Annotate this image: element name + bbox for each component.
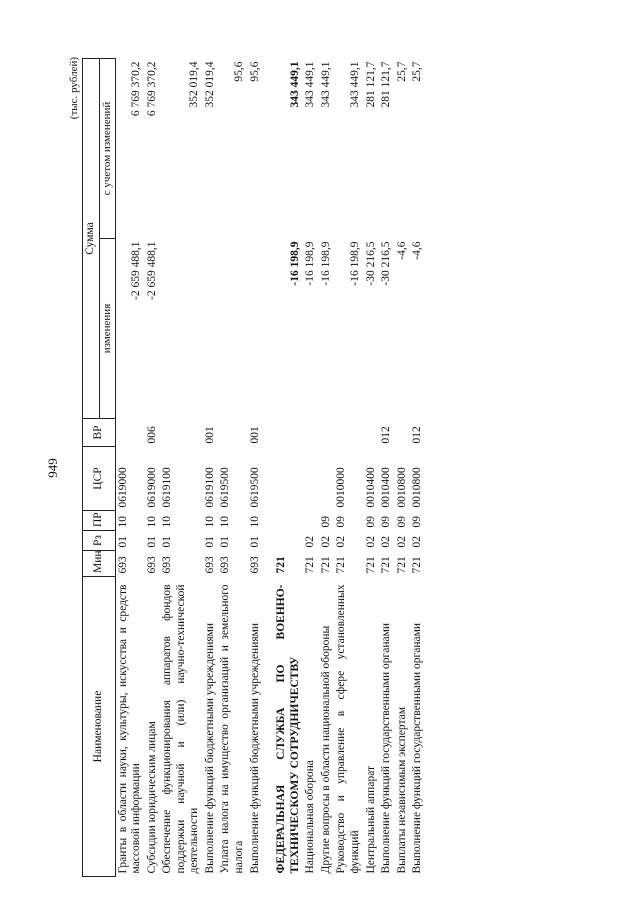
table-row (160, 58, 203, 876)
row-rz: 01 (145, 536, 158, 548)
row-min: 721 (380, 556, 393, 574)
header-pr: ПР (83, 511, 116, 531)
row-name: Субсидии юридическим лицам (145, 721, 158, 874)
row-total: 343 449,1 (304, 61, 317, 108)
row-total: 281 121,7 (364, 61, 377, 108)
row-vr: 012 (380, 426, 393, 444)
row-change (248, 239, 264, 419)
row-total: 352 019,4 (203, 61, 216, 108)
row-csr: 0619100 (161, 467, 174, 508)
header-min: Мин (83, 551, 116, 577)
row-rz: 02 (411, 536, 424, 548)
row-total: 343 449,1 (319, 61, 332, 108)
table-row (145, 58, 161, 876)
row-vr: 001 (203, 426, 216, 444)
row-vr (334, 419, 363, 447)
row-csr: 0010400 (364, 467, 377, 508)
row-rz: 01 (116, 536, 129, 548)
row-vr (303, 419, 319, 447)
table-row (319, 58, 335, 876)
table-row (410, 58, 426, 876)
row-rz: 02 (304, 536, 317, 548)
table-row (218, 58, 247, 876)
row-rz: 01 (248, 536, 261, 548)
row-pr: 10 (248, 516, 261, 528)
row-csr: 0619500 (219, 467, 232, 508)
row-total: 281 121,7 (380, 61, 393, 108)
row-pr: 09 (364, 516, 377, 528)
row-name: Центральный аппарат (364, 765, 377, 874)
row-change: -4,6 (395, 241, 408, 260)
row-csr: 0619000 (116, 467, 129, 508)
table-row (115, 58, 145, 876)
row-name: Выполнение функций государственными органами (411, 622, 424, 874)
row-pr (303, 511, 319, 531)
header-sum: Сумма (83, 58, 100, 418)
table-row (379, 58, 395, 876)
row-change: -16 198,9 (319, 241, 332, 286)
header-total: с учетом изменений (99, 58, 115, 238)
row-csr: 0010400 (380, 467, 393, 508)
row-vr: 001 (248, 426, 261, 444)
rotated-page (62, 53, 602, 883)
row-total: 25,7 (411, 61, 424, 82)
header-name: Наименование (83, 577, 116, 877)
row-rz: 01 (161, 536, 174, 548)
row-change: -16 198,9 (348, 241, 361, 286)
row-change: -30 216,5 (380, 241, 393, 286)
table-header (83, 58, 116, 876)
row-rz: 02 (380, 536, 393, 548)
row-csr: 0010800 (395, 467, 408, 508)
row-min: 721 (395, 556, 408, 574)
row-rz: 02 (335, 536, 348, 548)
row-change: -2 659 488,1 (130, 241, 143, 300)
row-min: 721 (411, 556, 424, 574)
table-row (303, 58, 319, 876)
header-change: изменения (99, 239, 115, 419)
row-vr: 006 (145, 426, 158, 444)
row-pr: 10 (219, 516, 232, 528)
row-csr (263, 447, 303, 511)
row-total: 25,7 (395, 61, 408, 82)
table-row (395, 58, 411, 876)
row-total: 343 449,1 (288, 61, 301, 108)
row-change: -30 216,5 (364, 241, 377, 286)
page-number: 949 (45, 458, 60, 478)
row-name: Выплаты независимым экспертам (395, 706, 408, 874)
row-name: Национальная оборона (304, 760, 317, 874)
row-name: Выполнение функций бюджетными учреждениями (248, 622, 261, 874)
budget-table (82, 58, 426, 877)
row-name: Другие вопросы в области национальной обороны (319, 625, 332, 874)
row-rz (263, 531, 303, 551)
table-row (263, 58, 303, 876)
table-body (115, 58, 426, 876)
row-vr (160, 419, 203, 447)
row-change: -2 659 488,1 (145, 241, 158, 300)
row-pr: 09 (411, 516, 424, 528)
row-vr (263, 419, 303, 447)
row-vr (319, 419, 335, 447)
row-change: -4,6 (411, 241, 424, 260)
row-pr (263, 511, 303, 531)
row-total: 352 019,4 (188, 61, 201, 108)
row-pr: 10 (161, 516, 174, 528)
row-total: 95,6 (233, 61, 246, 82)
table-row (248, 58, 264, 876)
row-change: -16 198,9 (304, 241, 317, 286)
row-name: Уплата налога на имущество организаций и земельного налога (219, 584, 246, 874)
row-pr: 09 (335, 516, 348, 528)
row-rz: 01 (219, 536, 232, 548)
row-rz: 02 (319, 536, 332, 548)
row-pr: 10 (145, 516, 158, 528)
row-name: Гранты в области науки, культуры, искусства и средств массовой информации (116, 584, 143, 874)
row-vr (115, 419, 145, 447)
row-name: Руководство и управление в сфере установленных функций (335, 584, 361, 874)
row-change (203, 239, 219, 419)
row-rz: 02 (395, 536, 408, 548)
row-total: 95,6 (248, 61, 261, 82)
row-name: Выполнение функций бюджетными учреждениями (203, 622, 216, 874)
row-vr: 012 (411, 426, 424, 444)
row-min: 721 (335, 556, 348, 574)
row-pr: 10 (203, 516, 216, 528)
row-min: 721 (319, 556, 332, 574)
row-pr: 09 (380, 516, 393, 528)
row-total: 6 769 370,2 (130, 61, 143, 117)
row-pr: 09 (395, 516, 408, 528)
row-rz: 01 (203, 536, 216, 548)
row-rz: 02 (364, 536, 377, 548)
row-change: -16 198,9 (288, 241, 301, 286)
header-rz: Рз (83, 531, 116, 551)
row-min: 721 (304, 556, 317, 574)
row-min: 693 (116, 556, 129, 574)
row-min: 693 (145, 556, 158, 574)
row-change (160, 239, 203, 419)
row-min: 721 (364, 556, 377, 574)
row-min: 693 (248, 556, 261, 574)
row-min: 693 (219, 556, 232, 574)
row-total: 343 449,1 (348, 61, 361, 108)
row-vr (218, 419, 247, 447)
row-csr: 0010000 (335, 467, 348, 508)
header-csr: ЦСР (83, 447, 116, 511)
row-csr: 0619500 (248, 467, 261, 508)
row-csr (319, 447, 335, 511)
row-total: 6 769 370,2 (145, 61, 158, 117)
row-change (218, 239, 247, 419)
units-label: (тыс. рублей) (68, 57, 80, 120)
table-row (364, 58, 380, 876)
row-csr (303, 447, 319, 511)
row-vr (395, 419, 411, 447)
row-name: ФЕДЕРАЛЬНАЯ СЛУЖБА ПО ВОЕННО-ТЕХНИЧЕСКОМУ СОТРУДНИЧЕСТВУ (275, 584, 301, 874)
row-name: Обеспечение функционирования аппаратов фондов поддержки научной и (или) научно-технической деятельности (161, 584, 201, 874)
row-csr: 0010800 (411, 467, 424, 508)
row-csr: 0619100 (203, 467, 216, 508)
row-name: Выполнение функций государственными органами (380, 622, 393, 874)
row-min: 721 (275, 556, 288, 574)
row-pr: 10 (116, 516, 129, 528)
row-min: 693 (161, 556, 174, 574)
row-vr (364, 419, 380, 447)
row-csr: 0619000 (145, 467, 158, 508)
row-pr: 09 (319, 516, 332, 528)
header-vr: ВР (83, 419, 116, 447)
row-min: 693 (203, 556, 216, 574)
table-row (334, 58, 363, 876)
table-row (203, 58, 219, 876)
